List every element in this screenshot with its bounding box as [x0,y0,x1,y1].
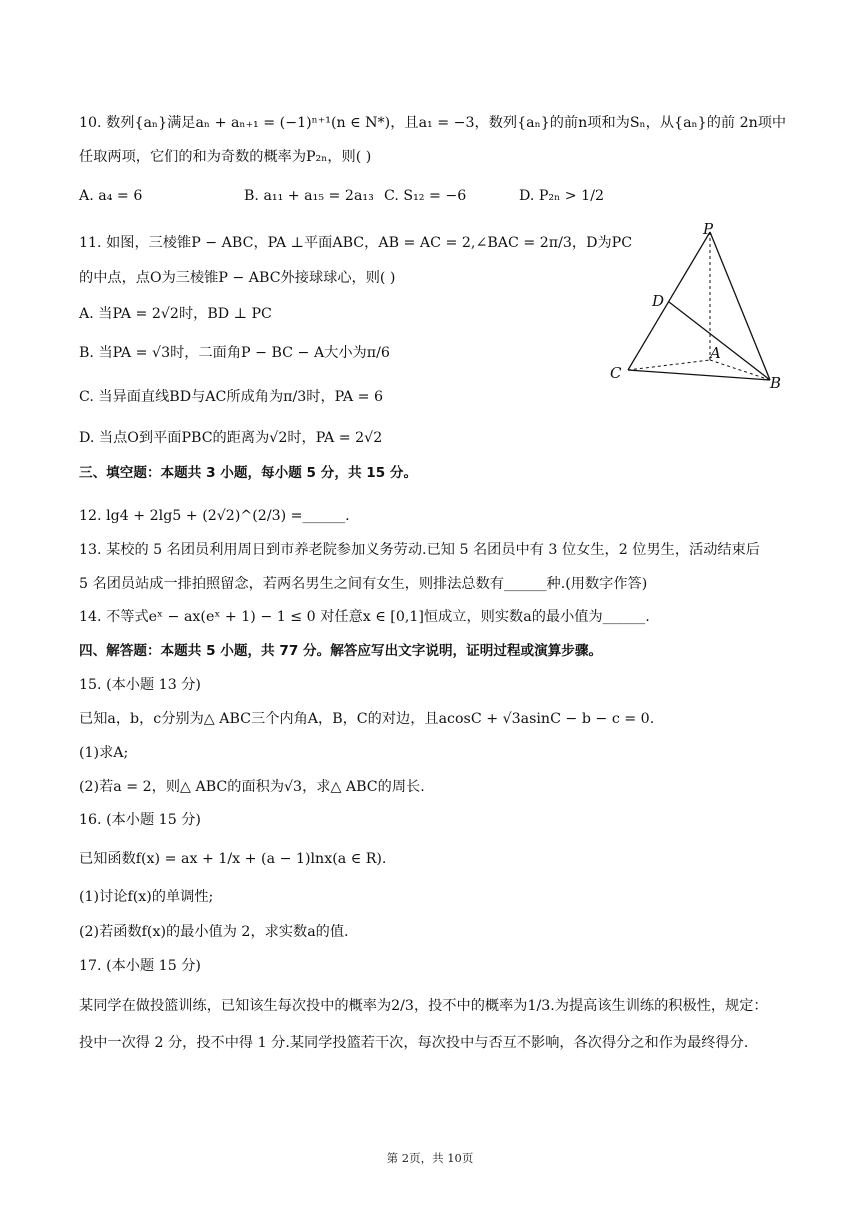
q17-head: 17. (本小题 15 分) [79,958,201,974]
q11-option-d: D. 当点O到平面PBC的距离为√2时，PA = 2√2 [79,430,383,446]
q10-line1: 10. 数列{aₙ}满足aₙ + aₙ₊₁ = (−1)ⁿ⁺¹(n ∈ N*)，且a₁ = −3，数列{aₙ}的前n项和为Sₙ，从{aₙ}的前 2n项中 [79,115,787,131]
label-a: A [710,344,721,362]
tetrahedron-figure [604,218,790,396]
section-4-heading: 四、解答题：本题共 5 小题，共 77 分。解答应写出文字说明，证明过程或演算步骤。 [79,643,603,659]
q14-text: 14. 不等式eˣ − ax(eˣ + 1) − 1 ≤ 0 对任意x ∈ [0,1]恒成立，则实数a的最小值为______. [79,609,650,625]
q17-line2: 投中一次得 2 分，投不中得 1 分.某同学投篮若干次，每次投中与否互不影响，各次得分之和作为最终得分. [79,1035,749,1051]
q11-option-a: A. 当PA = 2√2时，BD ⊥ PC [79,306,272,322]
q13-line2: 5 名团员站成一排拍照留念，若两名男生之间有女生，则排法总数有______种.(用数字作答) [79,576,648,592]
q10-option-b: B. a₁₁ + a₁₅ = 2a₁₃ [244,188,374,204]
q11-option-c: C. 当异面直线BD与AC所成角为π/3时，PA = 6 [79,389,384,405]
label-c: C [610,364,622,382]
q10-option-a: A. a₄ = 6 [79,188,143,204]
q15-head: 15. (本小题 13 分) [79,677,201,693]
q12-text: 12. lg4 + 2lg5 + (2√2)^(2/3) =______. [79,508,350,524]
q16-head: 16. (本小题 15 分) [79,812,201,828]
label-p: P [703,220,714,238]
label-d: D [652,292,665,310]
page-footer: 第 2页，共 10页 [386,1151,474,1165]
q15-stem: 已知a，b，c分别为△ ABC三个内角A，B，C的对边，且acosC + √3asinC − b − c = 0. [79,711,655,727]
q10-line2: 任取两项，它们的和为奇数的概率为P₂ₙ，则( ) [79,149,372,165]
q15-part2: (2)若a = 2，则△ ABC的面积为√3，求△ ABC的周长. [79,779,425,795]
q16-part1: (1)讨论f(x)的单调性; [79,889,214,905]
section-3-heading: 三、填空题：本题共 3 小题，每小题 5 分，共 15 分。 [79,465,418,481]
q10-option-c: C. S₁₂ = −6 [384,188,467,204]
q11-line2: 的中点，点O为三棱锥P − ABC外接球球心，则( ) [79,270,396,286]
q16-stem: 已知函数f(x) = ax + 1/x + (a − 1)lnx(a ∈ R). [79,851,387,867]
q13-line1: 13. 某校的 5 名团员利用周日到市养老院参加义务劳动.已知 5 名团员中有 3 位女生，2 位男生，活动结束后 [79,542,760,558]
q11-line1: 11. 如图，三棱锥P − ABC，PA ⊥平面ABC，AB = AC = 2,∠BAC = 2π/3，D为PC [79,235,633,251]
q15-part1: (1)求A; [79,745,129,761]
label-b: B [770,374,782,392]
q10-option-d: D. P₂ₙ > 1/2 [519,188,604,204]
q16-part2: (2)若函数f(x)的最小值为 2，求实数a的值. [79,924,349,940]
q17-line1: 某同学在做投篮训练，已知该生每次投中的概率为2/3，投不中的概率为1/3.为提高该生训练的积极性，规定： [79,998,768,1014]
q11-option-b: B. 当PA = √3时，二面角P − BC − A大小为π/6 [79,345,390,361]
